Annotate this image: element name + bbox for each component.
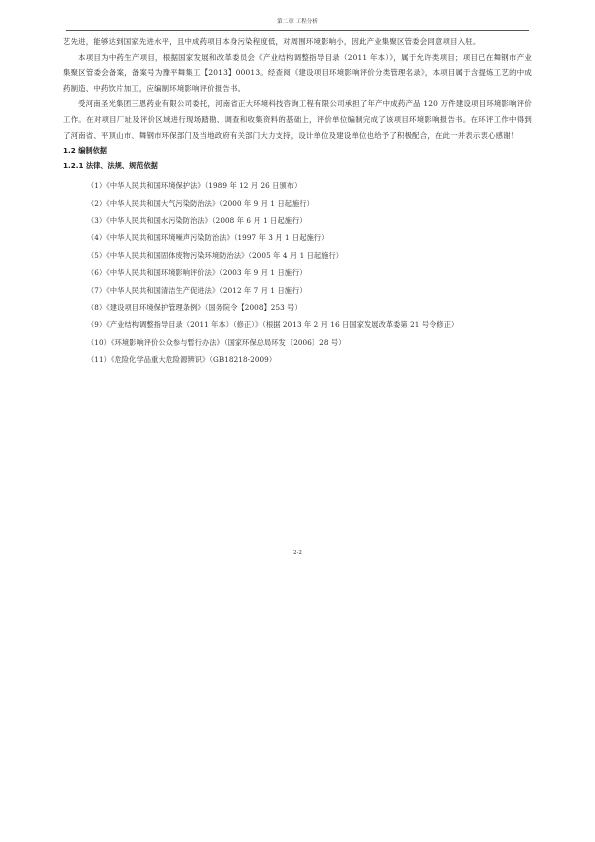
reference-item: （9）《产业结构调整指导目录（2011 年本）（修正）》（根据 2013 年 2 月 16 日国家发展改革委第 21 号令修正） [87,320,459,330]
reference-item: （8）《建设项目环境保护管理条例》（国务院令【2008】253 号） [87,302,302,312]
reference-item: （2）《中华人民共和国大气污染防治法》（2000 年 9 月 1 日起施行） [87,198,314,208]
subsection-heading: 1.2.1 法律、法规、规范依据 [63,161,158,171]
paragraph-project-classification: 本项目为中药生产项目，根据国家发展和改革委员会《产业结构调整指导目录（2011 年本）》，属于允许类项目；项目已在舞钢市产业集聚区管委会备案，备案号为豫平舞集工【2013】00013。经查阅《建设项目环境影响评价分类管理名录》，本项目属于含提炼工艺的中成药制造、中药饮片加工，应编制环境影响评价报告书。 [63,52,532,93]
reference-item: （1）《中华人民共和国环境保护法》（1989 年 12 月 26 日颁布） [87,181,302,191]
reference-item: （7）《中华人民共和国清洁生产促进法》（2012 年 7 月 1 日施行） [87,285,307,295]
paragraph-commission: 受河南圣光集团三恩药业有限公司委托，河南省正大环境科技咨询工程有限公司承担了年产中成药产品 120 万件建设项目环境影响评价工作。在对项目厂址及评价区域进行现场踏勘、调查和收集资料的基础上，评价单位编制完成了该项目环境影响报告书。在环评工作中得到了河南省、平顶山市、舞钢市环保部门及当地政府有关部门大力支持，设计单位及建设单位也给予了积极配合，在此一并表示衷心感谢！ [63,99,532,140]
page-footer [0,550,595,556]
reference-item: （4）《中华人民共和国环境噪声污染防治法》（1997 年 3 月 1 日起施行） [87,233,329,243]
header-title: 第二章 工程分析 [277,19,318,25]
reference-item: （10）《环境影响评价公众参与暂行办法》（国家环保总局环发〔2006〕28 号） [87,337,346,347]
reference-item: （5）《中华人民共和国固体废物污染环境防治法》（2005 年 4 月 1 日起施行） [87,250,344,260]
document-body [63,34,532,369]
paragraph-continuation: 艺先进，能够达到国家先进水平，且中成药项目本身污染程度低，对周围环境影响小，因此产业集聚区管委会同意项目入驻。 [63,37,481,46]
reference-item: （11）《危险化学品重大危险源辨识》（GB18218-2009） [87,355,277,365]
section-heading: 1.2 编制依据 [63,146,107,156]
reference-item: （3）《中华人民共和国水污染防治法》（2008 年 6 月 1 日起施行） [87,215,307,225]
reference-list [63,178,532,368]
reference-item: （6）《中华人民共和国环境影响评价法》（2003 年 9 月 1 日施行） [87,268,307,278]
page-number: 2-2 [292,550,302,556]
page-header [66,14,529,31]
